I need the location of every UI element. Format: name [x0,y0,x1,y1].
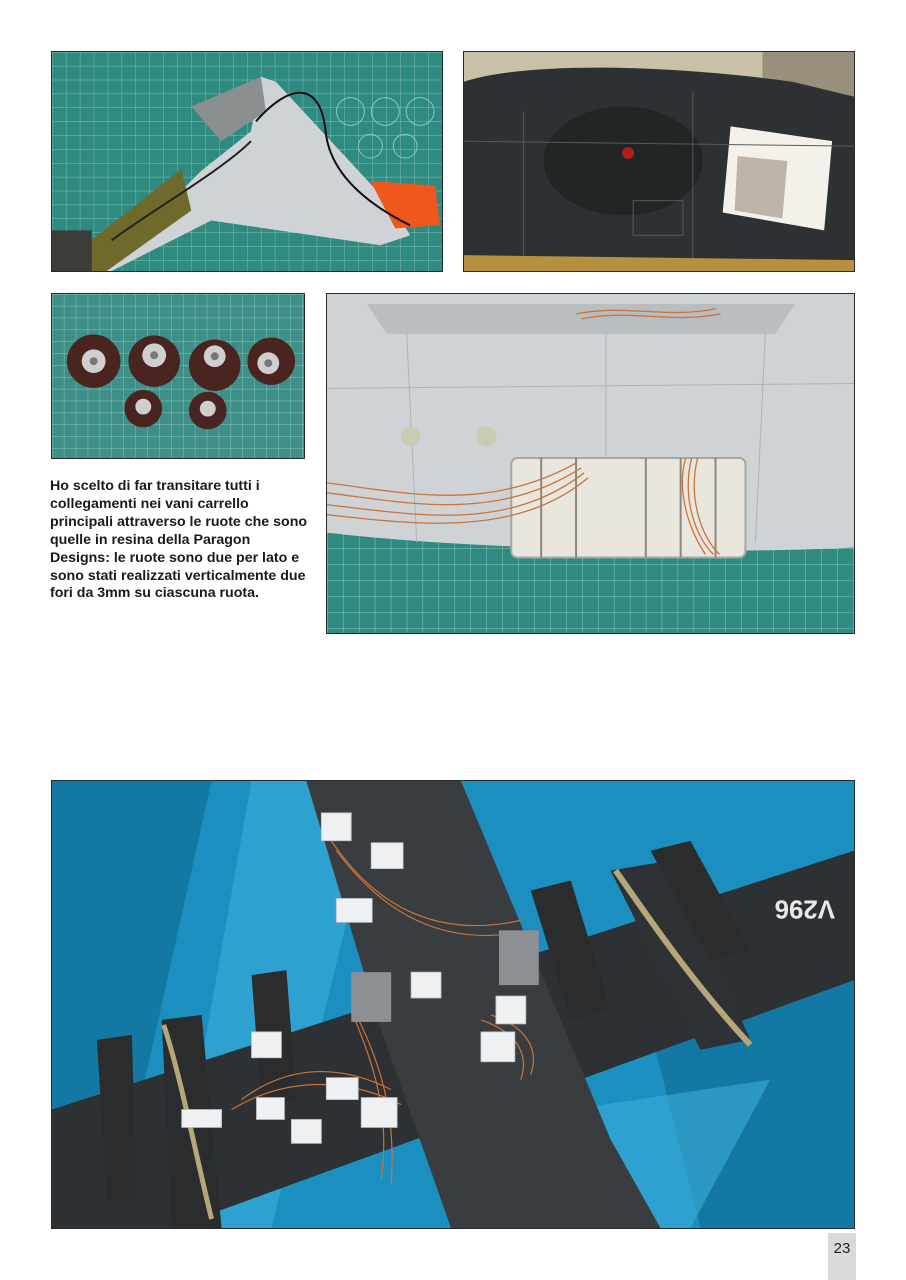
page-number: 23 [828,1233,856,1280]
photo-bomber-model-wiring [51,780,855,1229]
photo-wing-part-on-mat [51,51,443,272]
photo-fuselage-wheel-well [463,51,855,272]
photo-resin-wheels [51,293,305,459]
bomber-serial-marking: V296 [774,894,836,923]
photo-wheel-well-copper-wires [326,293,855,634]
article-caption: Ho scelto di far transitare tutti i collegamenti nei vani carrello principali attraverso le ruote che sono quelle in resina della Paragon Designs: le ruote sono due per lato e sono stati realizzati verticalmente due fori da 3mm su ciascuna ruota. [50,478,308,602]
